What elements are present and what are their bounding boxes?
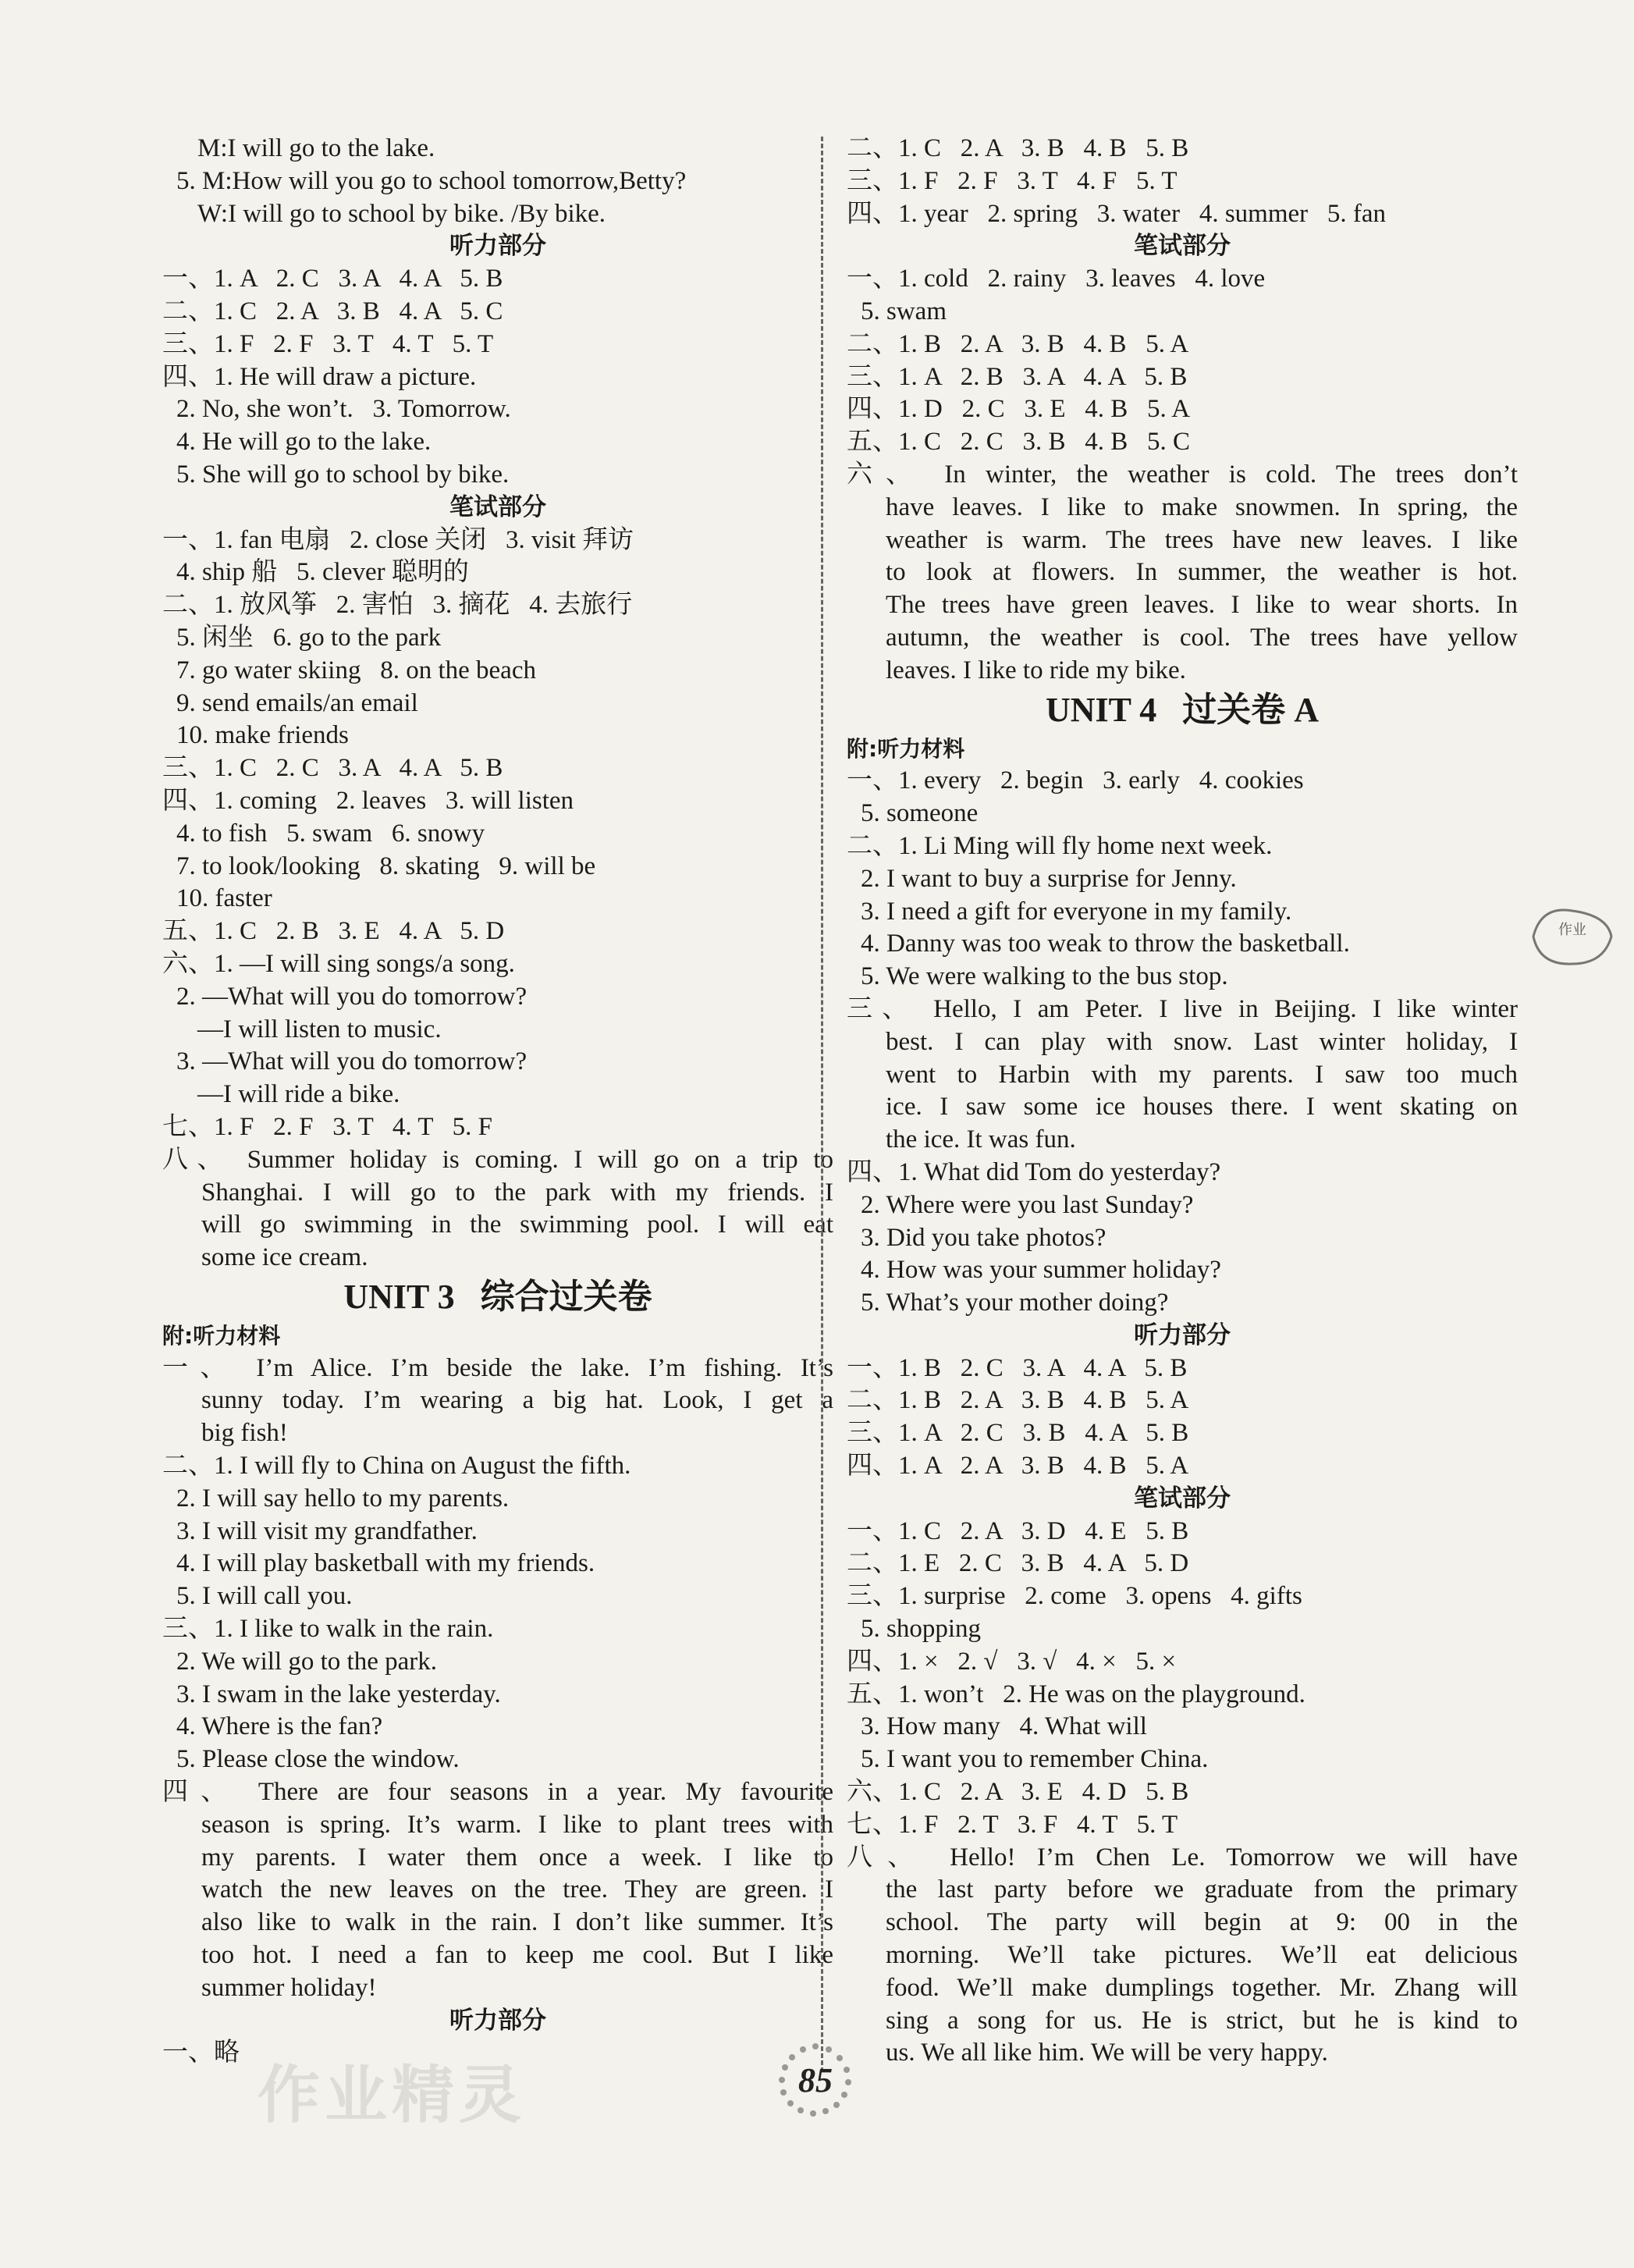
answer-line: 4. How was your summer holiday? xyxy=(861,1256,1221,1285)
answer-line: 二、1. I will fly to China on August the fifth. xyxy=(162,1452,631,1481)
answer-line: The trees have green leaves. I like to wear shorts. In xyxy=(886,591,1518,620)
answer-line: 七、1. F 2. T 3. F 4. T 5. T xyxy=(847,1810,1178,1839)
answer-line: 4. ship 船 5. clever 聪明的 xyxy=(176,558,469,587)
answer-line: also like to walk in the rain. I don’t like summer. It’s xyxy=(201,1908,833,1937)
answer-line: 3. —What will you do tomorrow? xyxy=(176,1047,527,1076)
answer-line: 7. to look/looking 8. skating 9. will be xyxy=(176,851,596,880)
answer-line: 二、1. B 2. A 3. B 4. B 5. A xyxy=(847,329,1189,358)
answer-line: Shanghai. I will go to the park with my friends. I xyxy=(201,1178,833,1207)
answer-line: 一、略 xyxy=(162,2039,240,2067)
answer-line: too hot. I need a fan to keep me cool. But I like xyxy=(201,1941,833,1970)
answer-line: 5. 闲坐 6. go to the park xyxy=(176,623,442,652)
answer-line: 10. faster xyxy=(176,884,272,913)
answer-line: 10. make friends xyxy=(176,721,349,750)
answer-line: 5. swam xyxy=(861,297,947,325)
answer-line: 二、1. E 2. C 3. B 4. A 5. D xyxy=(847,1549,1189,1578)
answer-line: best. I can play with snow. Last winter holiday, I xyxy=(886,1027,1518,1056)
answer-line: weather is warm. The trees have new leaves. I like xyxy=(886,525,1518,554)
answer-line: have leaves. I like to make snowmen. In spring, the xyxy=(886,492,1518,521)
left-column xyxy=(162,133,833,2070)
section-heading: 笔试部分 xyxy=(449,492,546,521)
answer-line: big fish! xyxy=(201,1419,288,1448)
answer-line: 4. Danny was too weak to throw the basketball. xyxy=(861,930,1350,958)
answer-line: 2. We will go to the park. xyxy=(176,1647,438,1676)
answer-line: 六、 In winter, the weather is cold. The trees don’t xyxy=(847,460,1518,489)
answer-line: 3. How many 4. What will xyxy=(861,1712,1147,1741)
answer-line: 7. go water skiing 8. on the beach xyxy=(176,656,536,684)
answer-line: 三、1. surprise 2. come 3. opens 4. gifts xyxy=(847,1582,1302,1611)
answer-line: 二、1. 放风筝 2. 害怕 3. 摘花 4. 去旅行 xyxy=(162,591,633,620)
answer-line: 四、1. year 2. spring 3. water 4. summer 5. fan xyxy=(847,199,1387,228)
answer-line: 5. M:How will you go to school tomorrow,Betty? xyxy=(176,166,687,195)
page-number-badge xyxy=(773,2037,858,2123)
answer-line: 三、1. F 2. F 3. T 4. T 5. T xyxy=(162,329,494,358)
section-heading: 听力部分 xyxy=(449,2006,546,2035)
answer-line: 一、1. C 2. A 3. D 4. E 5. B xyxy=(847,1516,1189,1545)
answer-line: 一、 I’m Alice. I’m beside the lake. I’m fishing. It’s xyxy=(162,1353,833,1382)
answer-line: 3. Did you take photos? xyxy=(861,1223,1107,1252)
answer-line: school. The party will begin at 9: 00 in the xyxy=(886,1908,1518,1937)
answer-line: leaves. I like to ride my bike. xyxy=(886,656,1186,684)
answer-line: my parents. I water them once a week. I like to xyxy=(201,1843,833,1872)
section-heading: 听力部分 xyxy=(1134,1321,1231,1349)
answer-line: 3. I swam in the lake yesterday. xyxy=(176,1680,501,1708)
answer-line: 4. I will play basketball with my friends. xyxy=(176,1549,595,1578)
answer-line: 三、1. A 2. B 3. A 4. A 5. B xyxy=(847,362,1188,391)
answer-line: 四、1. A 2. A 3. B 4. B 5. A xyxy=(847,1452,1189,1481)
answer-line: went to Harbin with my parents. I saw too much xyxy=(886,1060,1518,1089)
answer-line: W:I will go to school by bike. /By bike. xyxy=(197,199,606,228)
answer-line: 三、1. F 2. F 3. T 4. F 5. T xyxy=(847,166,1178,195)
answer-line: 二、1. C 2. A 3. B 4. A 5. C xyxy=(162,297,503,325)
answer-line: 2. No, she won’t. 3. Tomorrow. xyxy=(176,395,511,424)
answer-line: season is spring. It’s warm. I like to plant trees with xyxy=(201,1810,833,1839)
answer-line: 2. I want to buy a surprise for Jenny. xyxy=(861,864,1237,893)
answer-line: 三、1. A 2. C 3. B 4. A 5. B xyxy=(847,1419,1189,1448)
answer-line: 四、1. He will draw a picture. xyxy=(162,362,477,391)
answer-line: 六、1. C 2. A 3. E 4. D 5. B xyxy=(847,1778,1189,1807)
page-number: 85 xyxy=(798,2061,833,2099)
answer-line: 5. shopping xyxy=(861,1615,982,1644)
answer-line: 四、1. What did Tom do yesterday? xyxy=(847,1157,1221,1186)
answer-line: 一、1. B 2. C 3. A 4. A 5. B xyxy=(847,1353,1188,1382)
unit-title: UNIT 3 综合过关卷 xyxy=(343,1277,652,1316)
answer-line: the last party before we graduate from the primary xyxy=(886,1875,1518,1904)
answer-line: 3. I need a gift for everyone in my family. xyxy=(861,897,1292,926)
answer-line: watch the new leaves on the tree. They are green. I xyxy=(201,1875,833,1904)
answer-line: 三、1. I like to walk in the rain. xyxy=(162,1615,494,1644)
stamp-logo xyxy=(1526,901,1619,972)
answer-line: 七、1. F 2. F 3. T 4. T 5. F xyxy=(162,1112,492,1141)
answer-line: 9. send emails/an email xyxy=(176,688,418,717)
answer-line: 五、1. C 2. C 3. B 4. B 5. C xyxy=(847,428,1191,457)
answer-line: 五、1. C 2. B 3. E 4. A 5. D xyxy=(162,917,505,946)
answer-line: 四、1. × 2. √ 3. √ 4. × 5. × xyxy=(847,1647,1177,1676)
answer-line: 5. We were walking to the bus stop. xyxy=(861,962,1228,991)
unit-title: UNIT 4 过关卷 A xyxy=(1045,690,1319,729)
answer-line: M:I will go to the lake. xyxy=(197,134,435,162)
answer-line: —I will listen to music. xyxy=(197,1015,442,1043)
answer-line: autumn, the weather is cool. The trees have yellow xyxy=(886,623,1518,652)
answer-line: 5. someone xyxy=(861,799,979,828)
answer-line: 4. to fish 5. swam 6. snowy xyxy=(176,819,485,848)
answer-line: 一、1. every 2. begin 3. early 4. cookies xyxy=(847,766,1304,795)
answer-line: us. We all like him. We will be very happy. xyxy=(886,2039,1328,2067)
answer-line: 八、 Summer holiday is coming. I will go on a trip to xyxy=(162,1145,833,1174)
answer-line: 2. —What will you do tomorrow? xyxy=(176,982,527,1011)
section-heading: 笔试部分 xyxy=(1134,232,1231,261)
answer-line: 四、1. D 2. C 3. E 4. B 5. A xyxy=(847,395,1191,424)
section-heading: 笔试部分 xyxy=(1134,1484,1231,1513)
answer-line: 四、 There are four seasons in a year. My favourite xyxy=(162,1778,833,1807)
answer-line: sing a song for us. He is strict, but he is kind to xyxy=(886,2006,1518,2035)
answer-line: 三、 Hello, I am Peter. I live in Beijing. I like winter xyxy=(847,994,1518,1023)
answer-line: 5. She will go to school by bike. xyxy=(176,460,510,489)
answer-line: 四、1. coming 2. leaves 3. will listen xyxy=(162,786,574,815)
answer-line: 5. I want you to remember China. xyxy=(861,1745,1209,1774)
answer-line: 2. Where were you last Sunday? xyxy=(861,1190,1194,1219)
answer-line: 三、1. C 2. C 3. A 4. A 5. B xyxy=(162,754,503,783)
answer-line: the ice. It was fun. xyxy=(886,1125,1076,1154)
answer-line: 4. He will go to the lake. xyxy=(176,428,432,457)
answer-line: summer holiday! xyxy=(201,1973,377,2002)
answer-line: 4. Where is the fan? xyxy=(176,1712,383,1741)
answer-line: 3. I will visit my grandfather. xyxy=(176,1516,478,1545)
answer-line: ice. I saw some ice houses there. I went skating on xyxy=(886,1093,1518,1122)
answer-line: food. We’ll make dumplings together. Mr. Zhang will xyxy=(886,1973,1518,2002)
answer-line: will go swimming in the swimming pool. I will eat xyxy=(201,1210,833,1239)
answer-line: 二、1. Li Ming will fly home next week. xyxy=(847,831,1273,860)
svg-text:作业: 作业 xyxy=(1558,922,1586,938)
answer-line: 八、 Hello! I’m Chen Le. Tomorrow we will have xyxy=(847,1843,1518,1872)
answer-line: 一、1. A 2. C 3. A 4. A 5. B xyxy=(162,265,503,293)
answer-line: 五、1. won’t 2. He was on the playground. xyxy=(847,1680,1305,1708)
answer-line: sunny today. I’m wearing a big hat. Look, I get a xyxy=(201,1386,833,1415)
sub-heading: 附:听力材料 xyxy=(162,1322,281,1349)
answer-line: 一、1. cold 2. rainy 3. leaves 4. love xyxy=(847,265,1266,293)
answer-line: 一、1. fan 电扇 2. close 关闭 3. visit 拜访 xyxy=(162,525,634,554)
column-divider xyxy=(821,137,823,2072)
answer-line: 2. I will say hello to my parents. xyxy=(176,1484,510,1513)
answer-line: —I will ride a bike. xyxy=(197,1080,400,1109)
section-heading: 听力部分 xyxy=(449,232,546,261)
answer-line: 5. What’s your mother doing? xyxy=(861,1289,1169,1317)
answer-line: to look at flowers. In summer, the weather is hot. xyxy=(886,558,1518,587)
sub-heading: 附:听力材料 xyxy=(847,735,965,762)
right-column xyxy=(847,133,1518,2070)
answer-line: some ice cream. xyxy=(201,1243,368,1272)
answer-line: 5. Please close the window. xyxy=(176,1745,460,1774)
answer-line: morning. We’ll take pictures. We’ll eat delicious xyxy=(886,1941,1518,1970)
answer-line: 5. I will call you. xyxy=(176,1582,353,1611)
answer-line: 二、1. B 2. A 3. B 4. B 5. A xyxy=(847,1386,1189,1415)
watermark: 作业精灵 xyxy=(258,2059,526,2131)
answer-line: 二、1. C 2. A 3. B 4. B 5. B xyxy=(847,134,1189,162)
answer-line: 六、1. —I will sing songs/a song. xyxy=(162,949,515,978)
